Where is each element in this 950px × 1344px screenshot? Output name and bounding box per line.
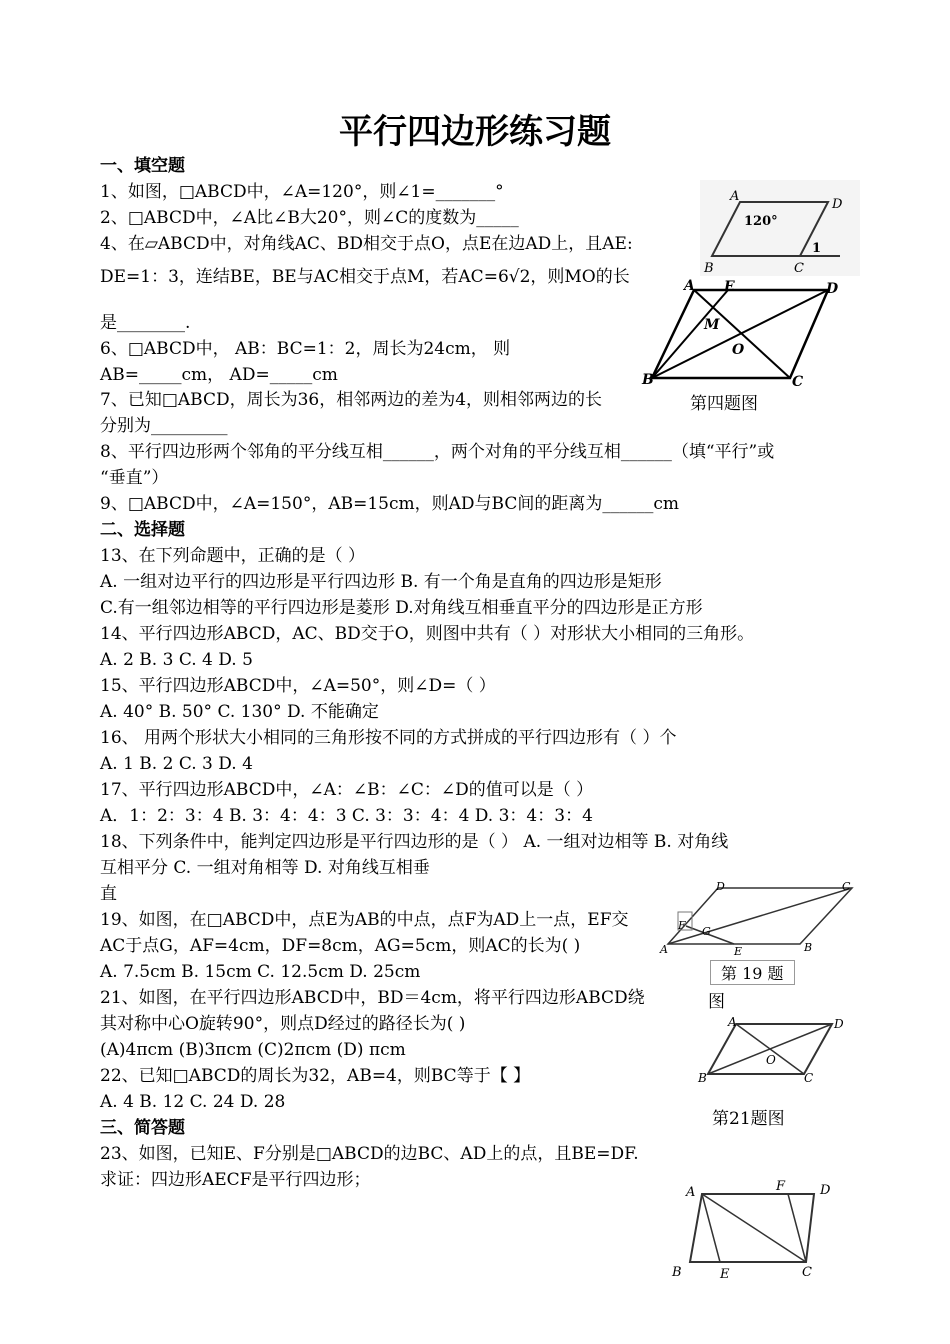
fig23-label-a: A xyxy=(686,1185,696,1200)
figure-q23 xyxy=(664,1176,844,1282)
q19-line2: AC于点G，AF=4cm，DF=8cm，AG=5cm，则AC的长为( ) xyxy=(100,936,581,956)
fig4-caption: 第四题图 xyxy=(690,394,758,414)
q7-line2: 分别为_________ xyxy=(100,416,228,436)
fig1-angle: 120° xyxy=(744,214,778,229)
fig4-label-m: M xyxy=(704,317,720,333)
fig21-label-b: B xyxy=(698,1071,707,1085)
q18-line2: 互相平分 C. 一组对角相等 D. 对角线互相垂 xyxy=(100,858,430,878)
fig4-label-d: D xyxy=(826,281,839,297)
q18-line1: 18、下列条件中，能判定四边形是平行四边形的是（ ） A. 一组对边相等 B. 对角线 xyxy=(100,832,729,852)
q22: 22、已知□ABCD的周长为32，AB=4，则BC等于【 】 xyxy=(100,1066,531,1086)
q8-line1: 8、平行四边形两个邻角的平分线互相______，两个对角的平分线互相______（填“平行”或 xyxy=(100,442,775,462)
fig19-label-c: C xyxy=(842,880,851,893)
fig1-label-d: D xyxy=(832,197,843,212)
section-choice: 二、选择题 xyxy=(100,520,185,540)
fig4-label-e: E xyxy=(724,279,735,295)
q17-options: A．1：2：3：4 B. 3：4：4：3 C. 3：3：4：4 D. 3：4：3：4 xyxy=(100,806,593,826)
fig1-label-b: B xyxy=(704,261,714,276)
fig4-label-o: O xyxy=(732,342,745,358)
fig4-label-c: C xyxy=(792,374,804,390)
figure-q19 xyxy=(656,878,864,958)
q13: 13、在下列命题中，正确的是（ ） xyxy=(100,546,366,566)
fig4-label-b: B xyxy=(642,372,654,388)
fig21-label-d: D xyxy=(834,1017,844,1031)
q15: 15、平行四边形ABCD中，∠A=50°，则∠D=（ ） xyxy=(100,676,496,696)
figure-q1 xyxy=(700,180,860,276)
fig19-caption-2: 图 xyxy=(708,992,725,1012)
fig19-label-b: B xyxy=(804,941,813,954)
q23-line2: 求证：四边形AECF是平行四边形； xyxy=(100,1170,371,1190)
q16-options: A. 1 B. 2 C. 3 D. 4 xyxy=(100,754,253,774)
q21-line1: 21、如图，在平行四边形ABCD中，BD＝4cm，将平行四边形ABCD绕 xyxy=(100,988,645,1008)
q19-options: A. 7.5cm B. 15cm C. 12.5cm D. 25cm xyxy=(100,962,421,982)
fig23-label-d: D xyxy=(820,1183,831,1198)
fig21-label-o: O xyxy=(766,1053,776,1067)
q9: 9、□ABCD中，∠A=150°，AB=15cm，则AD与BC间的距离为______cm xyxy=(100,494,679,514)
fig21-label-c: C xyxy=(804,1071,814,1085)
fig23-label-c: C xyxy=(802,1265,812,1280)
fig19-label-g: G xyxy=(702,925,711,938)
q14-options: A. 2 B. 3 C. 4 D. 5 xyxy=(100,650,253,670)
fig4-label-a: A xyxy=(684,278,695,294)
fig19-label-e: E xyxy=(734,945,743,958)
q6-line1: 6、□ABCD中， AB：BC=1：2，周长为24cm， 则 xyxy=(100,339,511,359)
q16: 16、 用两个形状大小相同的三角形按不同的方式拼成的平行四边形有（ ）个 xyxy=(100,728,677,748)
q22-options: A. 4 B. 12 C. 24 D. 28 xyxy=(100,1092,286,1112)
fig19-label-f: F xyxy=(678,919,686,932)
fig23-label-b: B xyxy=(672,1265,682,1280)
q23-line1: 23、如图，已知E、F分别是□ABCD的边BC、AD上的点，且BE=DF. xyxy=(100,1144,639,1164)
q1: 1、如图，□ABCD中，∠A=120°，则∠1=_______° xyxy=(100,182,504,202)
fig1-angle-one: 1 xyxy=(812,241,822,256)
figure-q4 xyxy=(640,278,840,390)
q4-line2: DE=1：3，连结BE，BE与AC相交于点M，若AC=6√2，则MO的长 xyxy=(100,267,630,287)
q6-line2: AB=_____cm， AD=_____cm xyxy=(100,365,338,385)
q4-line3: 是________. xyxy=(100,313,191,333)
q21-line2: 其对称中心O旋转90°，则点D经过的路径长为( ) xyxy=(100,1014,466,1034)
fig21-caption: 第21题图 xyxy=(712,1109,785,1129)
q13-options-ab: A. 一组对边平行的四边形是平行四边形 B. 有一个角是直角的四边形是矩形 xyxy=(100,572,662,592)
q8-line2: “垂直”） xyxy=(100,468,169,488)
q18-line3: 直 xyxy=(100,884,117,904)
fig19-caption: 第 19 题 xyxy=(710,960,795,985)
page-title: 平行四边形练习题 xyxy=(339,112,611,152)
fig23-label-e: E xyxy=(720,1267,730,1282)
fig19-label-a: A xyxy=(660,943,668,956)
fig1-label-c: C xyxy=(794,261,804,276)
q14: 14、平行四边形ABCD，AC、BD交于O，则图中共有（ ）对形状大小相同的三角形。 xyxy=(100,624,755,644)
section-short-answer: 三、简答题 xyxy=(100,1118,185,1138)
fig1-label-a: A xyxy=(730,189,740,204)
q19-line1: 19、如图，在□ABCD中，点E为AB的中点，点F为AD上一点，EF交 xyxy=(100,910,629,930)
q4-line1: 4、在▱ABCD中，对角线AC、BD相交于点O，点E在边AD上，且AE: xyxy=(100,234,633,254)
fig21-label-a: A xyxy=(728,1015,737,1029)
q21-options: (A)4πcm (B)3πcm (C)2πcm (D) πcm xyxy=(100,1040,406,1060)
q13-options-cd: C.有一组邻边相等的平行四边形是菱形 D.对角线互相垂直平分的四边形是正方形 xyxy=(100,598,703,618)
q2: 2、□ABCD中，∠A比∠B大20°，则∠C的度数为_____ xyxy=(100,208,519,228)
q17: 17、平行四边形ABCD中，∠A：∠B：∠C：∠D的值可以是（ ） xyxy=(100,780,594,800)
q7-line1: 7、已知□ABCD，周长为36，相邻两边的差为4，则相邻两边的长 xyxy=(100,390,603,410)
q15-options: A. 40° B. 50° C. 130° D. 不能确定 xyxy=(100,702,379,722)
section-fill-blank: 一、填空题 xyxy=(100,156,185,176)
fig19-label-d: D xyxy=(716,880,725,893)
figure-q21 xyxy=(692,1012,852,1088)
fig23-label-f: F xyxy=(776,1179,786,1194)
